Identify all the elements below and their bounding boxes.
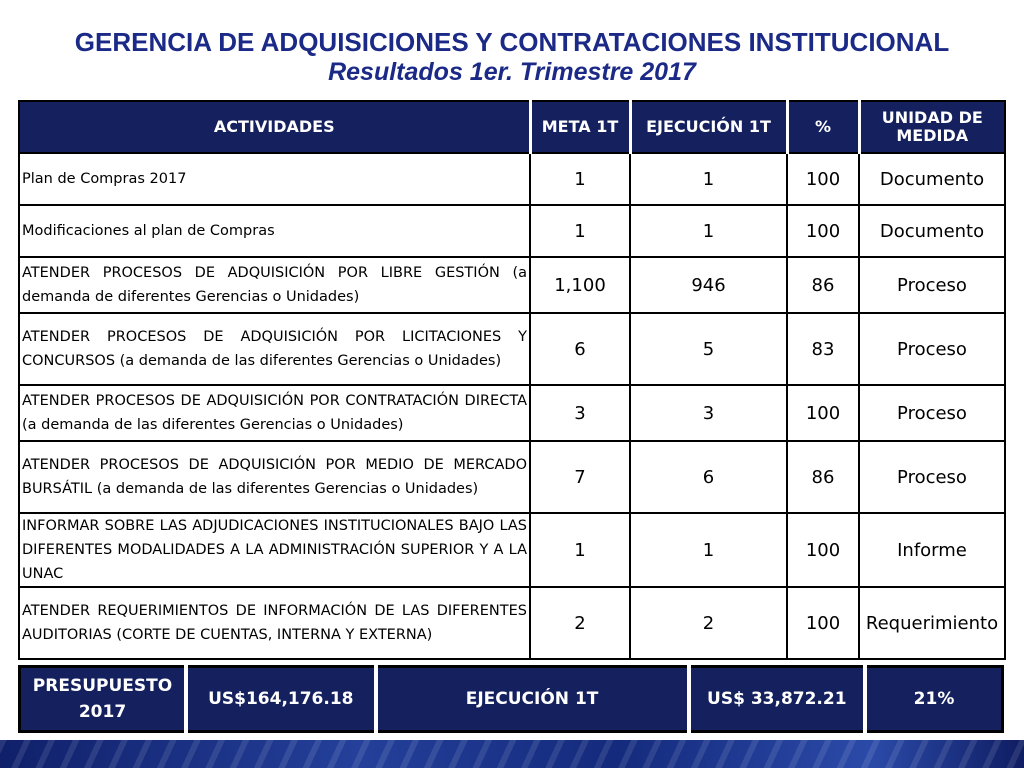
table-row xyxy=(19,385,1005,441)
row-unidad: Informe xyxy=(859,513,1005,587)
table-row xyxy=(19,313,1005,385)
row-actividad: INFORMAR SOBRE LAS ADJUDICACIONES INSTITUCIONALES BAJO LAS DIFERENTES MODALIDADES A LA ADMINISTRACIÓN SUPERIOR Y A LA UNAC xyxy=(19,513,530,587)
ejecucion-label: EJECUCIÓN 1T xyxy=(376,667,689,732)
row-percent: 83 xyxy=(787,313,859,385)
row-meta: 1 xyxy=(530,513,630,587)
row-ejecucion: 1 xyxy=(630,205,787,257)
summary-row xyxy=(20,667,1003,732)
row-unidad: Proceso xyxy=(859,257,1005,313)
row-percent: 100 xyxy=(787,385,859,441)
table-row xyxy=(19,587,1005,659)
row-actividad: ATENDER PROCESOS DE ADQUISICIÓN POR MEDIO DE MERCADO BURSÁTIL (a demanda de las diferentes Gerencias o Unidades) xyxy=(19,441,530,513)
row-percent: 86 xyxy=(787,441,859,513)
ejecucion-percent: 21% xyxy=(865,667,1002,732)
row-actividad: ATENDER PROCESOS DE ADQUISICIÓN POR LIBRE GESTIÓN (a demanda de diferentes Gerencias o Unidades) xyxy=(19,257,530,313)
row-meta: 7 xyxy=(530,441,630,513)
table-row xyxy=(19,513,1005,587)
presupuesto-label: PRESUPUESTO 2017 xyxy=(20,667,187,732)
table-row xyxy=(19,205,1005,257)
row-meta: 2 xyxy=(530,587,630,659)
decorative-footer-band xyxy=(0,740,1024,768)
row-actividad: ATENDER PROCESOS DE ADQUISICIÓN POR CONTRATACIÓN DIRECTA (a demanda de las diferentes Gerencias o Unidades) xyxy=(19,385,530,441)
table-header-row xyxy=(19,101,1005,153)
results-table xyxy=(18,100,1006,660)
row-ejecucion: 946 xyxy=(630,257,787,313)
header-ejecucion: EJECUCIÓN 1T xyxy=(630,101,787,153)
row-meta: 1,100 xyxy=(530,257,630,313)
presupuesto-value: US$164,176.18 xyxy=(186,667,376,732)
header-percent: % xyxy=(787,101,859,153)
row-meta: 1 xyxy=(530,205,630,257)
table-row xyxy=(19,257,1005,313)
header-meta: META 1T xyxy=(530,101,630,153)
row-meta: 6 xyxy=(530,313,630,385)
row-percent: 100 xyxy=(787,205,859,257)
budget-summary xyxy=(18,665,1004,733)
row-unidad: Requerimiento xyxy=(859,587,1005,659)
header-unidad: UNIDAD DE MEDIDA xyxy=(859,101,1005,153)
row-actividad: ATENDER REQUERIMIENTOS DE INFORMACIÓN DE LAS DIFERENTES AUDITORIAS (CORTE DE CUENTAS, INTERNA Y EXTERNA) xyxy=(19,587,530,659)
row-unidad: Proceso xyxy=(859,313,1005,385)
page-subtitle: Resultados 1er. Trimestre 2017 xyxy=(328,58,696,86)
row-percent: 100 xyxy=(787,513,859,587)
row-meta: 3 xyxy=(530,385,630,441)
row-ejecucion: 2 xyxy=(630,587,787,659)
row-actividad: ATENDER PROCESOS DE ADQUISICIÓN POR LICITACIONES Y CONCURSOS (a demanda de las diferentes Gerencias o Unidades) xyxy=(19,313,530,385)
row-percent: 86 xyxy=(787,257,859,313)
ejecucion-value: US$ 33,872.21 xyxy=(689,667,866,732)
row-actividad: Modificaciones al plan de Compras xyxy=(19,205,530,257)
row-unidad: Documento xyxy=(859,153,1005,205)
header-actividades: ACTIVIDADES xyxy=(19,101,530,153)
page-title: GERENCIA DE ADQUISICIONES Y CONTRATACIONES INSTITUCIONAL xyxy=(74,27,950,57)
row-ejecucion: 1 xyxy=(630,153,787,205)
row-ejecucion: 1 xyxy=(630,513,787,587)
row-actividad: Plan de Compras 2017 xyxy=(19,153,530,205)
row-meta: 1 xyxy=(530,153,630,205)
row-ejecucion: 5 xyxy=(630,313,787,385)
row-percent: 100 xyxy=(787,587,859,659)
table-row xyxy=(19,441,1005,513)
row-percent: 100 xyxy=(787,153,859,205)
table-row xyxy=(19,153,1005,205)
row-unidad: Proceso xyxy=(859,385,1005,441)
row-ejecucion: 3 xyxy=(630,385,787,441)
row-unidad: Proceso xyxy=(859,441,1005,513)
row-ejecucion: 6 xyxy=(630,441,787,513)
row-unidad: Documento xyxy=(859,205,1005,257)
